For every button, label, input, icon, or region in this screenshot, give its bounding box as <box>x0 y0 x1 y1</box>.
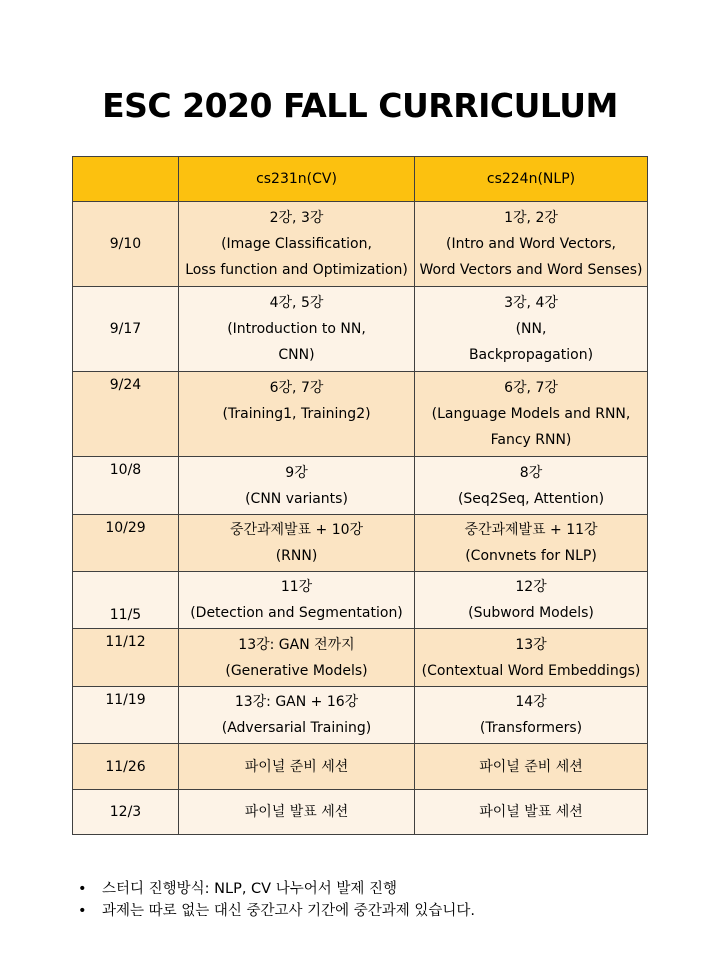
nlp-cell <box>415 687 648 744</box>
nlp-line: (Intro and Word Vectors, <box>446 236 616 252</box>
table-row <box>73 790 648 835</box>
cv-cell <box>179 687 415 744</box>
cv-line: 중간과제발표 + 10강 <box>229 522 364 538</box>
note-text: 스터디 진행방식: NLP, CV 나누어서 발제 진행 <box>102 881 397 897</box>
table-row <box>73 629 648 687</box>
cv-cell <box>179 744 415 790</box>
date-cell: 9/10 <box>73 202 179 287</box>
date-cell: 10/8 <box>73 457 179 515</box>
date-cell: 11/19 <box>73 687 179 744</box>
nlp-cell <box>415 457 648 515</box>
page-title: ESC 2020 FALL CURRICULUM <box>102 86 618 125</box>
cv-line: Loss function and Optimization) <box>185 262 408 278</box>
nlp-cell <box>415 572 648 629</box>
nlp-line: 13강 <box>515 636 547 653</box>
cv-line: 11강 <box>280 579 313 595</box>
cv-line: 2강, 3강 <box>269 210 324 226</box>
date-cell: 12/3 <box>73 790 179 835</box>
date-cell: 9/17 <box>73 287 179 372</box>
cv-line <box>181 427 412 453</box>
table-row <box>73 457 648 515</box>
cv-line: (Detection and Segmentation) <box>190 605 403 621</box>
cv-line: (Introduction to NN, <box>227 321 366 337</box>
nlp-line: 14강 <box>515 694 547 710</box>
cv-line: 13강: GAN 전까지 <box>238 636 355 653</box>
nlp-cell <box>415 202 648 287</box>
cv-line: (RNN) <box>275 548 318 564</box>
cv-line: (CNN variants) <box>245 490 348 507</box>
table-header-row <box>73 157 648 202</box>
cv-line: 4강, 5강 <box>269 295 324 311</box>
cv-line: (Generative Models) <box>225 662 368 679</box>
header-cv-cell: cs231n(CV) <box>179 157 415 202</box>
date-cell: 10/29 <box>73 515 179 572</box>
nlp-line: (Seq2Seq, Attention) <box>457 490 605 507</box>
nlp-cell <box>415 629 648 687</box>
nlp-line: 중간과제발표 + 11강 <box>464 522 598 538</box>
nlp-line: (Language Models and RNN, <box>431 406 631 422</box>
cv-cell <box>179 515 415 572</box>
cv-line: CNN) <box>278 347 315 363</box>
nlp-line: Word Vectors and Word Senses) <box>419 262 643 278</box>
cv-line: 파이널 발표 세션 <box>244 804 349 820</box>
table-row <box>73 572 648 629</box>
table-row <box>73 687 648 744</box>
nlp-line: Backpropagation) <box>468 347 594 363</box>
table-row <box>73 372 648 457</box>
date-cell: 9/24 <box>73 372 179 457</box>
nlp-line: (NN, <box>515 321 547 337</box>
date-cell: 11/5 <box>73 572 179 629</box>
bullet-icon: • <box>78 881 87 897</box>
cv-cell <box>179 202 415 287</box>
table-row <box>73 202 648 287</box>
nlp-line: (Contextual Word Embeddings) <box>421 662 641 679</box>
nlp-cell <box>415 744 648 790</box>
nlp-line: (Subword Models) <box>468 605 594 621</box>
cv-line: (Image Classification, <box>221 236 372 252</box>
header-nlp-cell: cs224n(NLP) <box>415 157 648 202</box>
header-date-cell <box>73 157 179 202</box>
date-cell: 11/26 <box>73 744 179 790</box>
nlp-line: 8강 <box>519 464 543 481</box>
nlp-line: Fancy RNN) <box>490 432 572 448</box>
table-row <box>73 515 648 572</box>
nlp-line: 12강 <box>515 579 547 595</box>
note-item <box>78 900 475 922</box>
cv-cell <box>179 457 415 515</box>
bullet-icon: • <box>78 903 87 919</box>
nlp-cell <box>415 515 648 572</box>
cv-cell <box>179 372 415 457</box>
table-row <box>73 287 648 372</box>
cv-line: 6강, 7강 <box>269 380 324 396</box>
table-row <box>73 744 648 790</box>
nlp-cell <box>415 372 648 457</box>
date-cell: 11/12 <box>73 629 179 687</box>
nlp-line: 파이널 준비 세션 <box>479 758 583 775</box>
note-text: 과제는 따로 없는 대신 중간고사 기간에 중간과제 있습니다. <box>102 903 476 919</box>
cv-line: 9강 <box>285 464 308 481</box>
cv-line: 파이널 준비 세션 <box>244 758 349 775</box>
nlp-line: 3강, 4강 <box>504 295 558 311</box>
nlp-line: 1강, 2강 <box>504 210 558 226</box>
nlp-cell <box>415 790 648 835</box>
note-item <box>78 878 475 900</box>
nlp-line: 6강, 7강 <box>504 380 558 396</box>
nlp-line: 파이널 발표 세션 <box>479 804 583 820</box>
cv-cell <box>179 629 415 687</box>
cv-cell <box>179 790 415 835</box>
cv-line: (Training1, Training2) <box>222 406 371 422</box>
notes-list <box>78 878 475 922</box>
curriculum-table <box>72 156 648 835</box>
cv-cell <box>179 572 415 629</box>
cv-line: 13강: GAN + 16강 <box>234 694 359 710</box>
nlp-cell <box>415 287 648 372</box>
nlp-line: (Convnets for NLP) <box>465 548 597 564</box>
cv-line: (Adversarial Training) <box>221 720 372 736</box>
nlp-line: (Transformers) <box>479 720 583 736</box>
cv-cell <box>179 287 415 372</box>
